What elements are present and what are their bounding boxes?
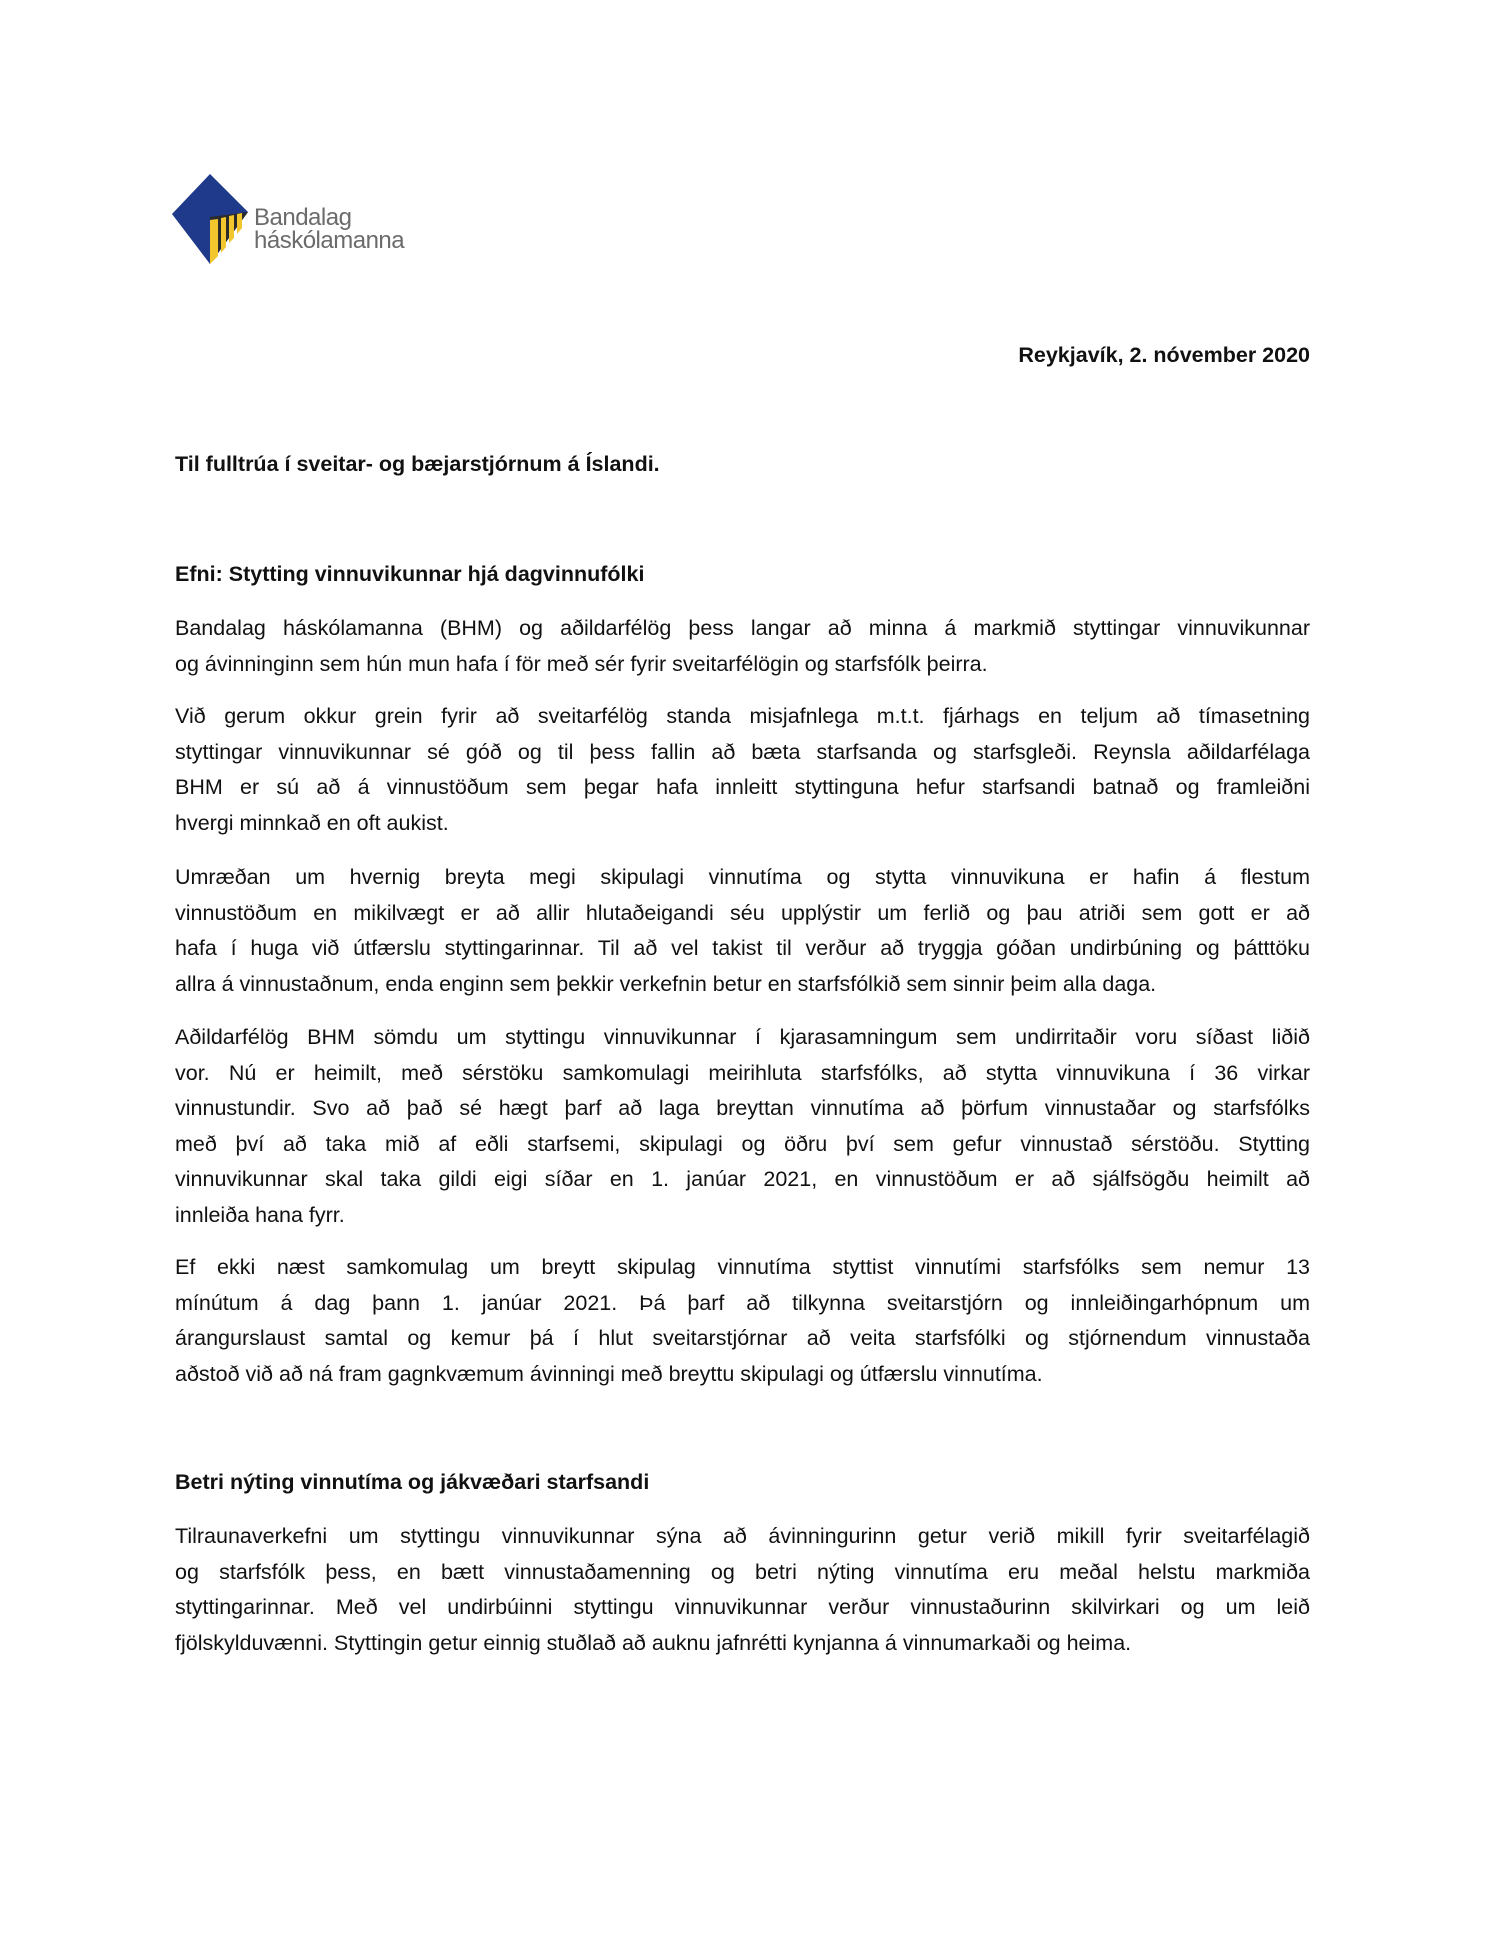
text-line: vinnustundir. Svo að það sé hægt þarf að laga breyttan vinnutíma að þörfum vinnustaðar og starfsfólks bbox=[175, 1096, 1310, 1120]
text-line: Tilraunaverkefni um styttingu vinnuvikunnar sýna að ávinningurinn getur verið mikill fyrir sveitarfélagið bbox=[175, 1524, 1310, 1548]
text-line: fjölskylduvænni. Styttingin getur einnig stuðlað að auknu jafnrétti kynjanna á vinnumarkaði og heima. bbox=[175, 1630, 1132, 1655]
text-line: allra á vinnustaðnum, enda enginn sem þekkir verkefnin betur en starfsfólkið sem sinnir þeim alla daga. bbox=[175, 971, 1157, 996]
bhm-diamond-icon bbox=[172, 172, 252, 267]
text-line: Aðildarfélög BHM sömdu um styttingu vinnuvikunnar í kjarasamningum sem undirritaðir voru síðast liðið bbox=[175, 1025, 1310, 1049]
logo-line-2: háskólamanna bbox=[254, 227, 405, 254]
text-line: Ef ekki næst samkomulag um breytt skipulag vinnutíma styttist vinnutími starfsfólks sem nemur 13 bbox=[175, 1255, 1310, 1279]
text-line: aðstoð við að ná fram gagnkvæmum ávinningi með breyttu skipulagi og útfærslu vinnutíma. bbox=[175, 1361, 1043, 1386]
text-line: styttingarinnar. Með vel undirbúinni styttingu vinnuvikunnar verður vinnustaðurinn skilvirkari og um leið bbox=[175, 1595, 1310, 1619]
text-line: Við gerum okkur grein fyrir að sveitarfélög standa misjafnlega m.t.t. fjárhags en teljum að tímasetning bbox=[175, 704, 1310, 728]
text-line: hafa í huga við útfærslu styttingarinnar. Til að vel takist til verður að tryggja góðan undirbúning og þátttöku bbox=[175, 936, 1310, 960]
text-line: styttingar vinnuvikunnar sé góð og til þess fallin að bæta starfsanda og starfsgleði. Reynsla aðildarfélaga bbox=[175, 739, 1310, 764]
paragraph-6 bbox=[175, 1519, 1310, 1661]
paragraph-1 bbox=[175, 611, 1310, 682]
text-line: innleiða hana fyrr. bbox=[175, 1202, 345, 1227]
text-line: árangurslaust samtal og kemur þá í hlut sveitarstjórnar að veita starfsfólki og stjórnendum vinnustaða bbox=[175, 1326, 1310, 1350]
section-2-heading: Betri nýting vinnutíma og jákvæðari starfsandi bbox=[175, 1470, 650, 1494]
paragraph-4 bbox=[175, 1020, 1310, 1233]
recipient-line: Til fulltrúa í sveitar- og bæjarstjórnum á Íslandi. bbox=[175, 452, 660, 476]
logo-line-1: Bandalag bbox=[254, 204, 352, 231]
subject-line: Efni: Stytting vinnuvikunnar hjá dagvinnufólki bbox=[175, 562, 645, 586]
text-line: og ávinninginn sem hún mun hafa í för með sér fyrir sveitarfélögin og starfsfólk þeirra. bbox=[175, 651, 988, 676]
text-line: hvergi minnkað en oft aukist. bbox=[175, 810, 449, 835]
text-line: BHM er sú að á vinnustöðum sem þegar hafa innleitt styttinguna hefur starfsandi batnað og framleiðni bbox=[175, 775, 1310, 799]
text-line: mínútum á dag þann 1. janúar 2021. Þá þarf að tilkynna sveitarstjórn og innleiðingarhópnum um bbox=[175, 1290, 1310, 1315]
bhm-logo bbox=[172, 172, 432, 267]
text-line: Bandalag háskólamanna (BHM) og aðildarfélög þess langar að minna á markmið styttingar vinnuvikunnar bbox=[175, 616, 1310, 640]
text-line: Umræðan um hvernig breyta megi skipulagi vinnutíma og stytta vinnuvikuna er hafin á flestum bbox=[175, 865, 1310, 889]
logo-wordmark bbox=[254, 206, 404, 252]
text-line: og starfsfólk þess, en bætt vinnustaðamenning og betri nýting vinnutíma eru meðal helstu markmiða bbox=[175, 1559, 1310, 1584]
text-line: vinnustöðum en mikilvægt er að allir hlutaðeigandi séu upplýstir um ferlið og þau atriði sem gott er að bbox=[175, 900, 1310, 925]
letter-date: Reykjavík, 2. nóvember 2020 bbox=[1018, 343, 1310, 367]
text-line: vor. Nú er heimilt, með sérstöku samkomulagi meirihluta starfsfólks, að stytta vinnuvikuna í 36 virkar bbox=[175, 1060, 1310, 1085]
text-line: með því að taka mið af eðli starfsemi, skipulagi og öðru því sem gefur vinnustað sérstöðu. Stytting bbox=[175, 1131, 1310, 1156]
paragraph-2 bbox=[175, 699, 1310, 841]
paragraph-3 bbox=[175, 860, 1310, 1002]
text-line: vinnuvikunnar skal taka gildi eigi síðar en 1. janúar 2021, en vinnustöðum er að sjálfsögðu heimilt að bbox=[175, 1167, 1310, 1191]
paragraph-5 bbox=[175, 1250, 1310, 1392]
